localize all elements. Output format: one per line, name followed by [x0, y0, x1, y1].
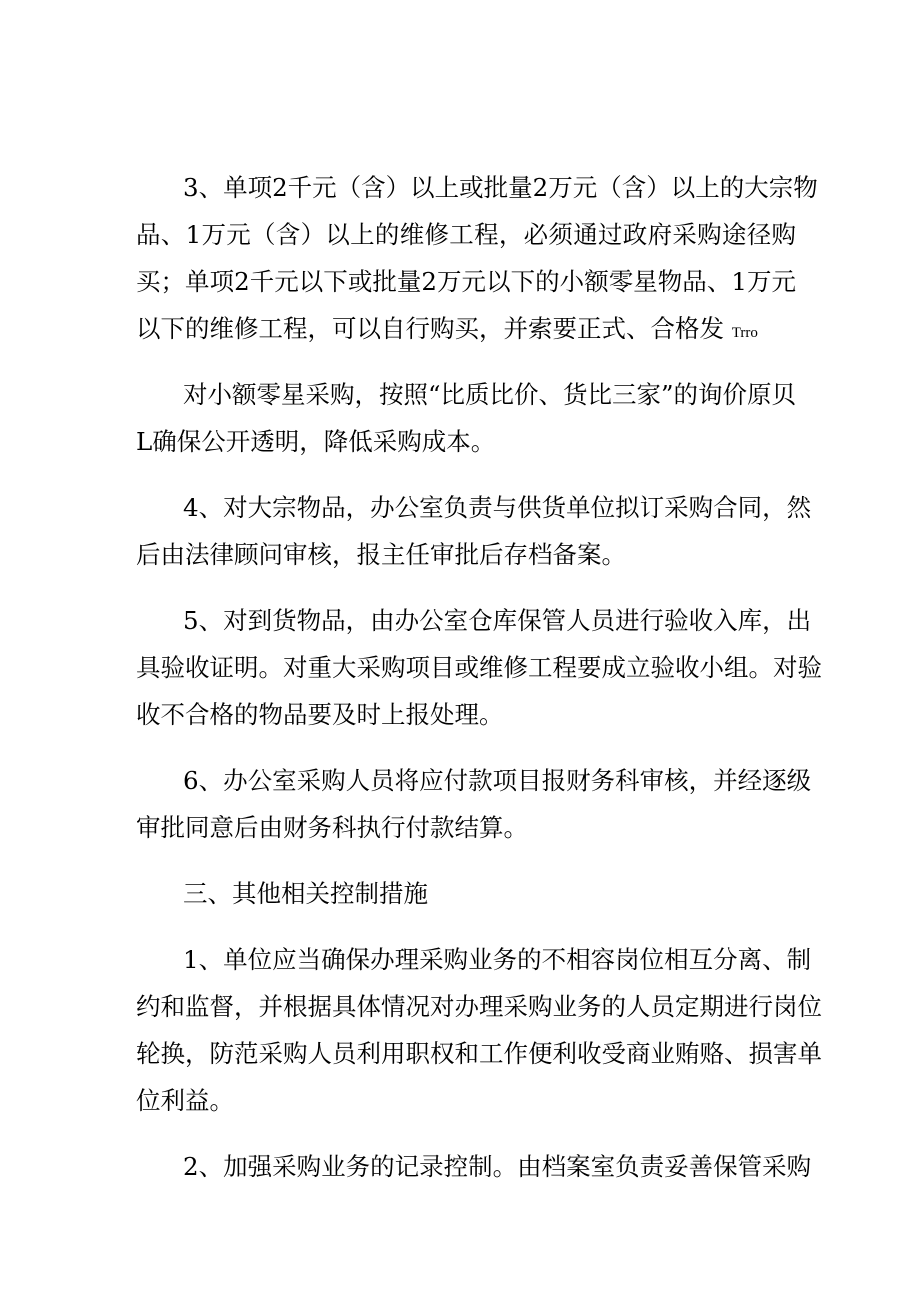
paragraph-line: 轮换，防范采购人员利用职权和工作便利收受商业贿赂、损害单: [136, 1039, 822, 1068]
paragraph-line: 4、对大宗物品，办公室负责与供货单位拟订采购合同，然: [183, 493, 812, 522]
paragraph-line: 5、对到货物品，由办公室仓库保管人员进行验收入库，出: [183, 606, 812, 635]
paragraph-line: 3、单项2千元（含）以上或批量2万元（含）以上的大宗物: [183, 173, 818, 202]
paragraph-line: 位利益。: [136, 1086, 234, 1115]
document-body: [136, 164, 822, 1190]
paragraph-line: 后由法律顾问审核，报主任审批后存档备案。: [136, 540, 626, 569]
garbled-tail-text: Trro: [731, 325, 758, 341]
paragraph-line: 1、单位应当确保办理采购业务的不相容岗位相互分离、制: [183, 945, 812, 974]
section-heading: 三、其他相关控制措施: [183, 879, 428, 908]
paragraph-line: 收不合格的物品要及时上报处理。: [136, 700, 504, 729]
paragraph-line: L确保公开透明，降低采购成本。: [136, 427, 496, 456]
paragraph-line: 对小额零星采购，按照“比质比价、货比三家”的询价原贝: [183, 380, 797, 409]
paragraph-line: 2、加强采购业务的记录控制。由档案室负责妥善保管采购: [183, 1152, 812, 1181]
paragraph-line: 品、1万元（含）以上的维修工程，必须通过政府采购途径购: [136, 220, 796, 249]
paragraph-line: 6、办公室采购人员将应付款项目报财务科审核，并经逐级: [183, 766, 812, 795]
paragraph-line: [136, 305, 796, 352]
paragraph-line: 约和监督，并根据具体情况对办理采购业务的人员定期进行岗位: [136, 992, 822, 1021]
paragraph-line: 具验收证明。对重大采购项目或维修工程要成立验收小组。对验: [136, 653, 822, 682]
paragraph-line: 审批同意后由财务科执行付款结算。: [136, 813, 528, 842]
paragraph-line-text: 以下的维修工程，可以自行购买，并索要正式、合格发: [136, 314, 724, 343]
paragraph-line: 买；单项2千元以下或批量2万元以下的小额零星物品、1万元: [136, 267, 796, 296]
